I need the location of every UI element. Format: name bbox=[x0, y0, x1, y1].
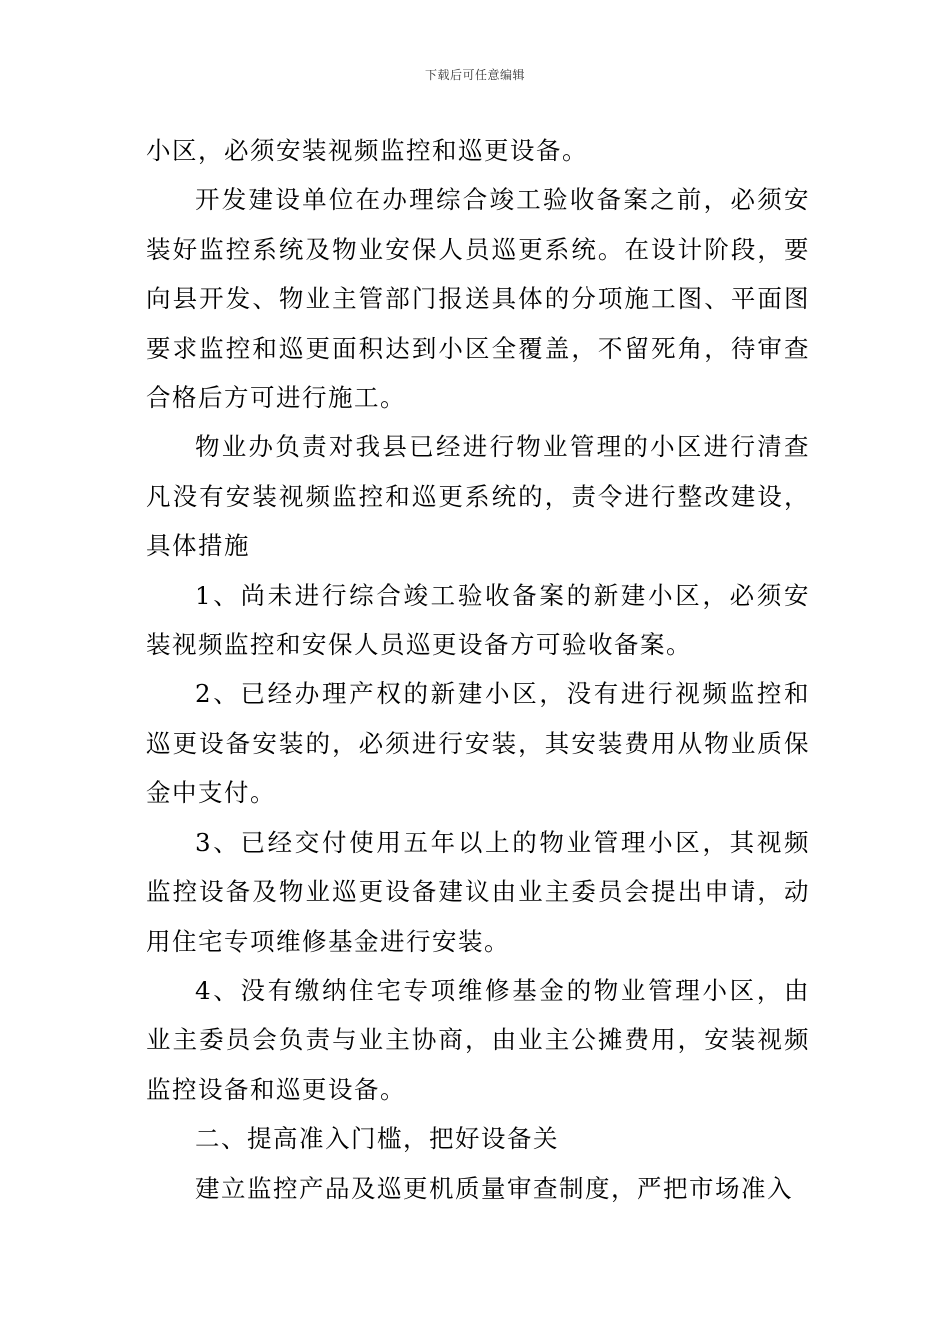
page-header: 下载后可任意编辑 bbox=[424, 68, 525, 82]
document-body bbox=[146, 126, 810, 1213]
section-heading: 二、提高准入门槛，把好设备关 bbox=[195, 1124, 559, 1154]
paragraph-6: 3、已经交付使用五年以上的物业管理小区，其视频监控设备及物业巡更设备建议由业主委员会提出申请，动用住宅专项维修基金进行安装。 bbox=[146, 827, 810, 956]
paragraph-1: 小区，必须安装视频监控和巡更设备。 bbox=[146, 136, 588, 165]
paragraph-2: 开发建设单位在办理综合竣工验收备案之前，必须安装好监控系统及物业安保人员巡更系统。在设计阶段，要向县开发、物业主管部门报送具体的分项施工图、平面图要求监控和巡更面积达到小区全覆盖，不留死角，待审查合格后方可进行施工。 bbox=[146, 185, 810, 413]
paragraph-8: 建立监控产品及巡更机质量审查制度，严把市场准入 bbox=[195, 1173, 793, 1203]
paragraph-7: 4、没有缴纳住宅专项维修基金的物业管理小区，由业主委员会负责与业主协商，由业主公摊费用，安装视频监控设备和巡更设备。 bbox=[146, 975, 810, 1104]
paragraph-5: 2、已经办理产权的新建小区，没有进行视频监控和巡更设备安装的，必须进行安装，其安装费用从物业质保金中支付。 bbox=[146, 679, 810, 808]
paragraph-3: 物业办负责对我县已经进行物业管理的小区进行清查凡没有安装视频监控和巡更系统的，责令进行整改建设，具体措施 bbox=[146, 432, 810, 561]
paragraph-4: 1、尚未进行综合竣工验收备案的新建小区，必须安装视频监控和安保人员巡更设备方可验收备案。 bbox=[146, 580, 810, 660]
